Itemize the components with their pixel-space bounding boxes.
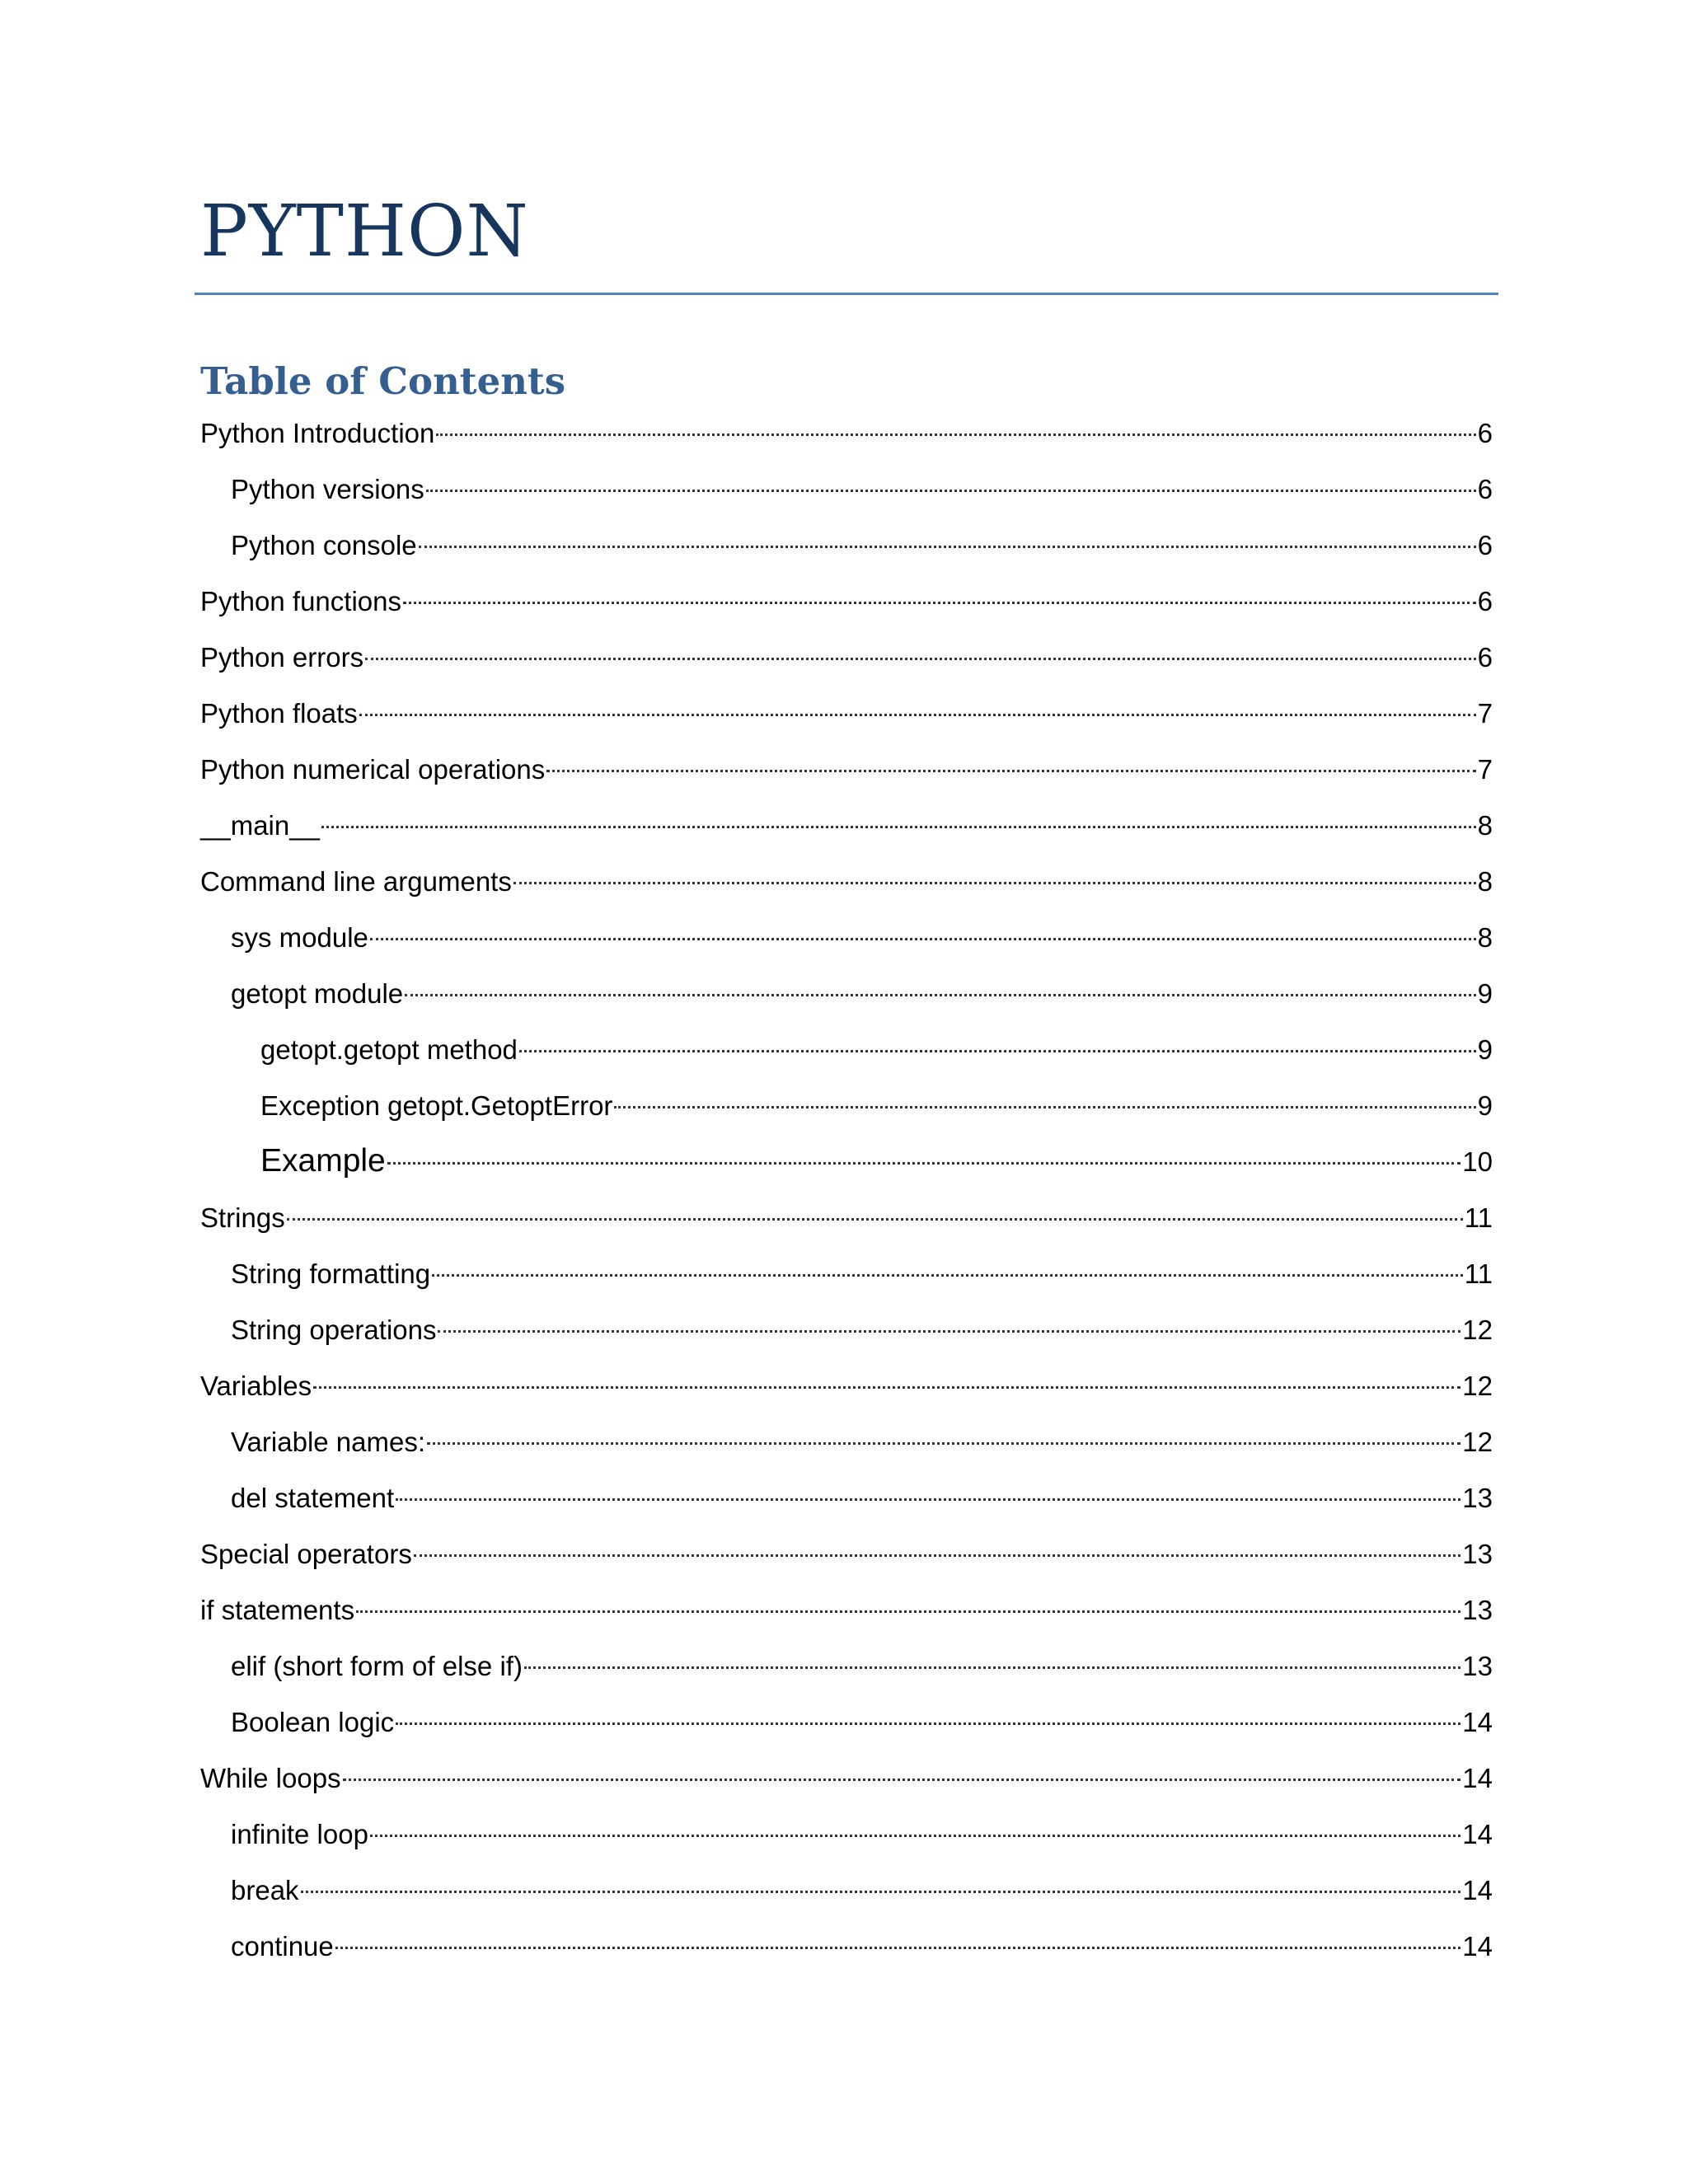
toc-dot-leader [403, 569, 1476, 604]
toc-dot-leader [436, 401, 1475, 436]
toc-dot-leader [438, 1297, 1461, 1333]
toc-dot-leader [524, 1633, 1461, 1669]
toc-entry[interactable] [200, 1248, 1493, 1304]
toc-entry-label[interactable]: sys module [231, 922, 368, 953]
toc-page-number[interactable]: 12 [1462, 1315, 1493, 1345]
toc-page-number[interactable]: 11 [1464, 1202, 1493, 1233]
toc-page-number[interactable]: 14 [1462, 1819, 1493, 1849]
toc-entry[interactable] [200, 631, 1493, 687]
toc-entry[interactable] [200, 1304, 1493, 1360]
toc-entry-label[interactable]: Variable names: [231, 1427, 426, 1457]
toc-entry-label[interactable]: Python floats [200, 698, 358, 729]
toc-dot-leader [343, 1746, 1461, 1781]
toc-dot-leader [419, 513, 1476, 548]
toc-page-number[interactable]: 8 [1477, 922, 1493, 953]
toc-entry-label[interactable]: Python numerical operations [200, 754, 546, 785]
toc-entry[interactable] [200, 687, 1493, 743]
toc-entry-label[interactable]: del statement [231, 1483, 395, 1513]
toc-entry[interactable] [200, 1360, 1493, 1416]
toc-entry-label[interactable]: if statements [200, 1595, 355, 1625]
toc-page-number[interactable]: 9 [1477, 978, 1493, 1009]
toc-page-number[interactable]: 13 [1462, 1483, 1493, 1513]
toc-dot-leader [427, 1409, 1461, 1445]
toc-page-number[interactable]: 7 [1477, 698, 1493, 729]
toc-entry[interactable] [200, 799, 1493, 855]
toc-entry[interactable] [200, 855, 1493, 912]
toc-page-number[interactable]: 9 [1477, 1034, 1493, 1065]
toc-entry[interactable] [200, 968, 1493, 1024]
toc-dot-leader [519, 1017, 1476, 1052]
toc-page-number[interactable]: 13 [1462, 1651, 1493, 1681]
toc-entry-label[interactable]: Python console [231, 530, 417, 560]
toc-entry-label[interactable]: String operations [231, 1315, 437, 1345]
toc-page-number[interactable]: 6 [1477, 418, 1493, 448]
toc-entry-label[interactable]: getopt module [231, 978, 404, 1009]
toc-heading: Table of Contents [200, 359, 566, 403]
toc-dot-leader [614, 1073, 1475, 1108]
toc-entry-label[interactable]: Example [260, 1143, 386, 1179]
toc-dot-leader [426, 457, 1476, 492]
toc-dot-leader [359, 681, 1476, 716]
toc-page-number[interactable]: 9 [1477, 1090, 1493, 1121]
toc-dot-leader [335, 1914, 1461, 1949]
document-title: PYTHON [200, 190, 529, 273]
toc-page-number[interactable]: 6 [1477, 586, 1493, 616]
toc-entry[interactable] [200, 1696, 1493, 1752]
toc-entry-label[interactable]: Python versions [231, 474, 424, 504]
toc-dot-leader [365, 625, 1476, 660]
toc-page-number[interactable]: 6 [1477, 642, 1493, 673]
toc-entry-label[interactable]: Strings [200, 1202, 285, 1233]
toc-dot-leader [313, 1353, 1461, 1389]
toc-entry[interactable] [200, 1472, 1493, 1528]
toc-entry[interactable] [200, 1416, 1493, 1472]
toc-dot-leader [396, 1690, 1461, 1725]
toc-dot-leader [301, 1858, 1461, 1893]
table-of-contents [200, 407, 1493, 1976]
toc-dot-leader [546, 737, 1475, 772]
toc-entry-label[interactable]: Exception getopt.GetoptError [260, 1090, 613, 1121]
toc-entry-label[interactable]: Python functions [200, 586, 401, 616]
toc-entry-label[interactable]: elif (short form of else if) [231, 1651, 523, 1681]
toc-page-number[interactable]: 14 [1462, 1707, 1493, 1737]
toc-entry-label[interactable]: Python errors [200, 642, 364, 673]
toc-entry[interactable] [200, 912, 1493, 968]
toc-entry-label[interactable]: Special operators [200, 1539, 412, 1569]
toc-entry-label[interactable]: Boolean logic [231, 1707, 395, 1737]
toc-entry-label[interactable]: While loops [200, 1763, 341, 1793]
toc-page-number[interactable]: 8 [1477, 810, 1493, 841]
toc-dot-leader [321, 793, 1476, 828]
toc-page-number[interactable]: 13 [1462, 1595, 1493, 1625]
toc-dot-leader [432, 1241, 1463, 1277]
toc-dot-leader [370, 905, 1476, 940]
toc-dot-leader [513, 849, 1476, 884]
toc-entry[interactable] [200, 1192, 1493, 1248]
toc-page-number[interactable]: 7 [1477, 754, 1493, 785]
toc-entry[interactable] [200, 1808, 1493, 1864]
toc-entry[interactable] [200, 519, 1493, 575]
toc-entry[interactable] [200, 1528, 1493, 1584]
toc-page-number[interactable]: 14 [1462, 1875, 1493, 1905]
toc-page-number[interactable]: 13 [1462, 1539, 1493, 1569]
toc-dot-leader [414, 1521, 1461, 1557]
toc-entry[interactable] [200, 1136, 1493, 1192]
toc-dot-leader [405, 961, 1475, 996]
toc-entry-label[interactable]: __main__ [200, 810, 320, 841]
toc-dot-leader [356, 1577, 1461, 1613]
toc-entry[interactable] [200, 1584, 1493, 1640]
toc-page-number[interactable]: 14 [1462, 1763, 1493, 1793]
toc-page-number[interactable]: 12 [1462, 1371, 1493, 1401]
toc-page-number[interactable]: 6 [1477, 530, 1493, 560]
toc-page-number[interactable]: 11 [1464, 1258, 1493, 1289]
toc-entry[interactable] [200, 575, 1493, 631]
toc-entry-label[interactable]: break [231, 1875, 299, 1905]
toc-entry[interactable] [200, 743, 1493, 799]
toc-entry[interactable] [200, 1080, 1493, 1136]
toc-entry-label[interactable]: continue [231, 1931, 334, 1961]
toc-entry[interactable] [200, 1752, 1493, 1808]
toc-dot-leader [387, 1129, 1461, 1165]
toc-entry-label[interactable]: infinite loop [231, 1819, 368, 1849]
toc-page-number[interactable]: 6 [1477, 474, 1493, 504]
toc-entry-label[interactable]: getopt.getopt method [260, 1034, 518, 1065]
toc-entry-label[interactable]: String formatting [231, 1258, 431, 1289]
toc-page-number[interactable]: 14 [1462, 1931, 1493, 1961]
toc-page-number[interactable]: 10 [1462, 1146, 1493, 1177]
toc-entry[interactable] [200, 1920, 1493, 1976]
toc-entry-label[interactable]: Python Introduction [200, 418, 435, 448]
toc-entry[interactable] [200, 1864, 1493, 1920]
toc-entry[interactable] [200, 1024, 1493, 1080]
title-underline [195, 293, 1498, 295]
toc-dot-leader [396, 1465, 1461, 1501]
toc-page-number[interactable]: 8 [1477, 866, 1493, 897]
toc-entry[interactable] [200, 1640, 1493, 1696]
toc-page-number[interactable]: 12 [1462, 1427, 1493, 1457]
toc-entry-label[interactable]: Variables [200, 1371, 312, 1401]
toc-entry[interactable] [200, 463, 1493, 519]
toc-dot-leader [287, 1185, 1463, 1221]
toc-entry-label[interactable]: Command line arguments [200, 866, 512, 897]
toc-entry[interactable] [200, 407, 1493, 463]
toc-dot-leader [370, 1802, 1461, 1837]
